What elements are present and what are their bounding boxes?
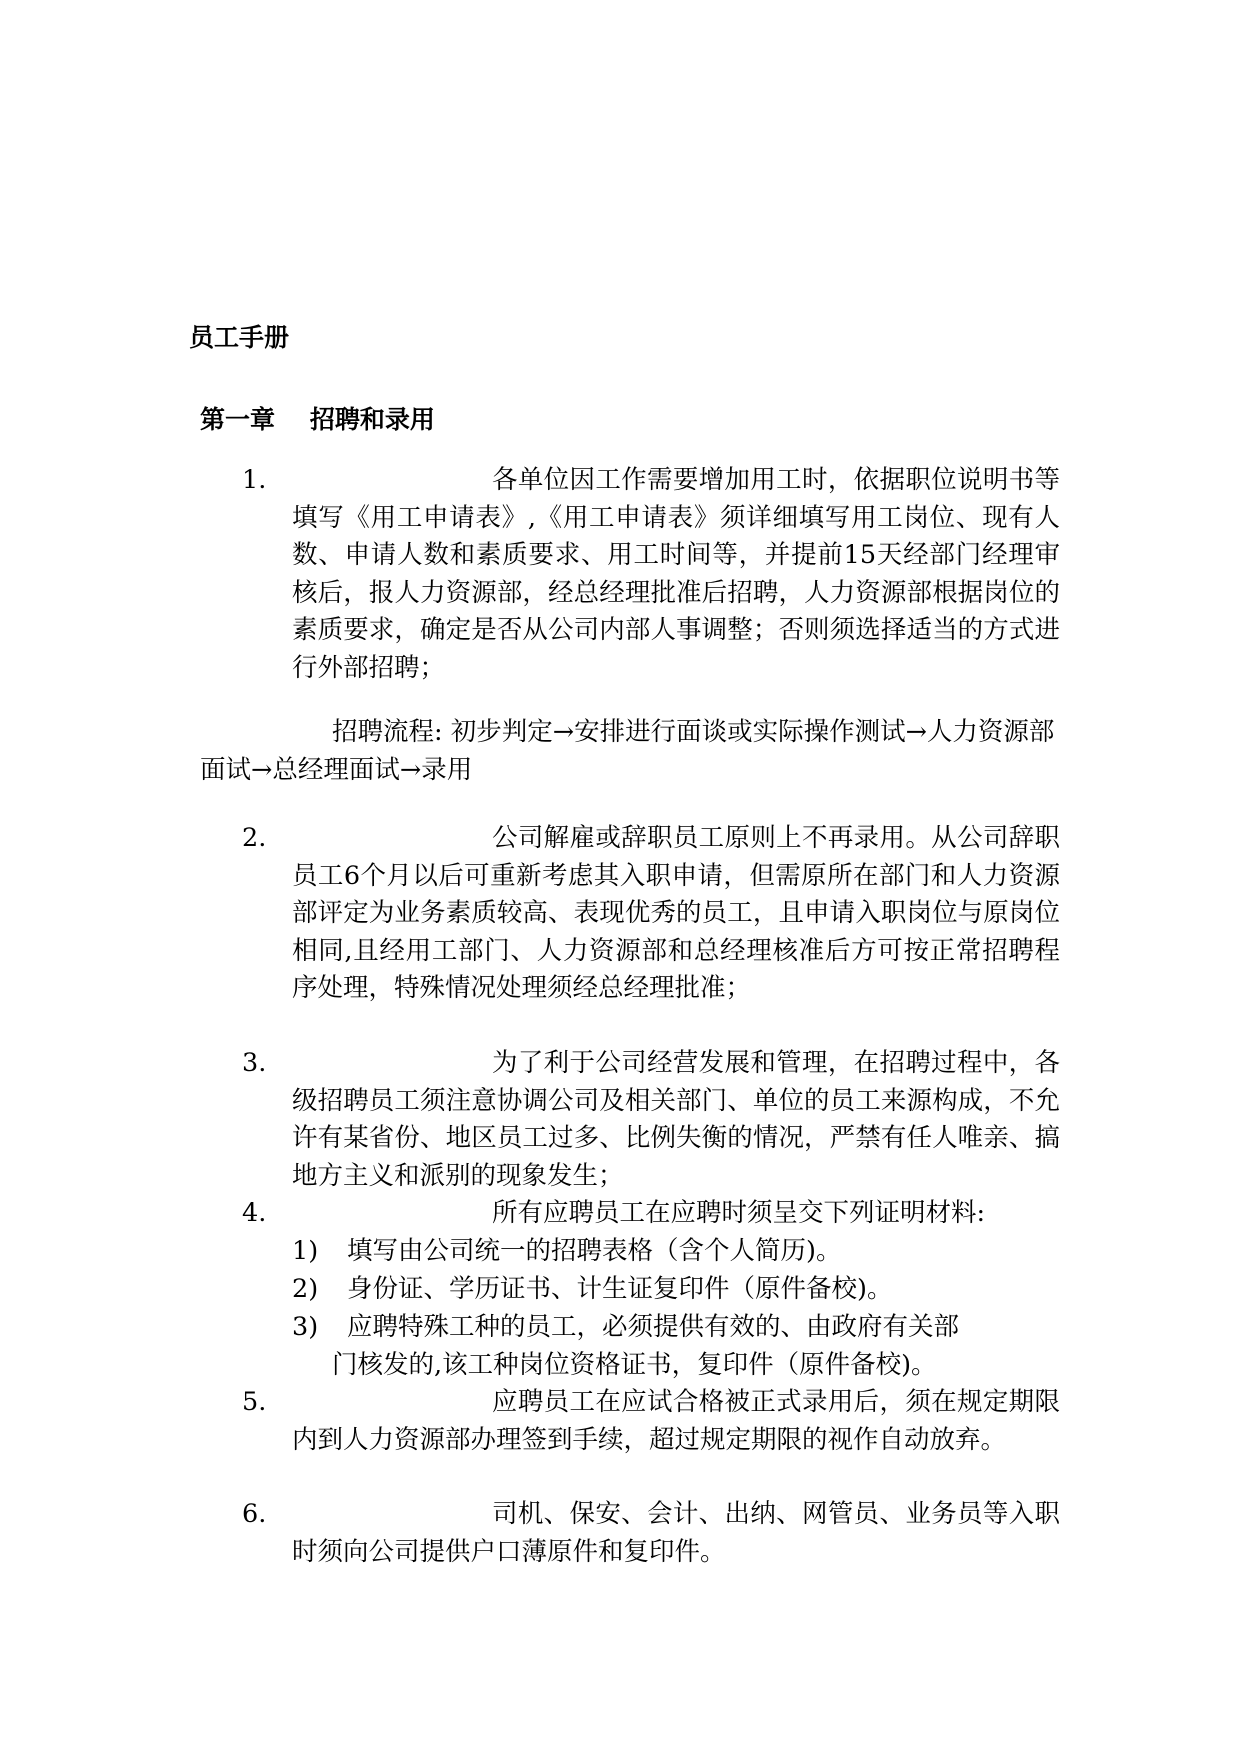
sub-item-continuation: 门核发的,该工种岗位资格证书，复印件（原件备校)。 xyxy=(332,1349,937,1380)
list-item xyxy=(200,1496,1060,1571)
item-number: 6. xyxy=(242,1499,267,1529)
sub-list-item xyxy=(292,1271,1062,1309)
sub-item-text: 身份证、学历证书、计生证复印件（原件备校)。 xyxy=(347,1274,893,1304)
sub-list-item xyxy=(292,1233,1062,1271)
item-text: 所有应聘员工在应聘时须呈交下列证明材料: xyxy=(492,1198,986,1228)
item-text: 公司解雇或辞职员工原则上不再录用。从公司辞职员工6个月以后可重新考虑其入职申请，但需原所在部门和人力资源部评定为业务素质较高、表现优秀的员工，且申请入职岗位与原岗位相同,且经用工部门、人力资源部和总经理核准后方可按正常招聘程序处理，特殊情况处理须经总经理批准； xyxy=(292,823,1060,1003)
item-number: 1. xyxy=(242,465,267,495)
item-number: 2. xyxy=(242,823,267,853)
list-item xyxy=(200,1045,1060,1195)
list-item xyxy=(200,820,1060,1008)
item-text: 为了利于公司经营发展和管理，在招聘过程中，各级招聘员工须注意协调公司及相关部门、单位的员工来源构成，不允许有某省份、地区员工过多、比例失衡的情况，严禁有任人唯亲、搞地方主义和派别的现象发生； xyxy=(292,1048,1060,1191)
list-item xyxy=(200,1195,1060,1233)
sub-item-number: 1) xyxy=(292,1236,319,1266)
sub-item-text: 应聘特殊工种的员工，必须提供有效的、由政府有关部 xyxy=(347,1312,960,1342)
list-item xyxy=(200,1384,1060,1459)
item-number: 3. xyxy=(242,1048,267,1078)
sub-item-number: 2) xyxy=(292,1274,319,1304)
sub-item-text: 填写由公司统一的招聘表格（含个人简历)。 xyxy=(347,1236,842,1266)
item-number: 5. xyxy=(242,1387,267,1417)
item-text: 应聘员工在应试合格被正式录用后，须在规定期限内到人力资源部办理签到手续，超过规定期限的视作自动放弃。 xyxy=(292,1387,1060,1455)
chapter-heading: 第一章 招聘和录用 xyxy=(200,405,435,434)
item-number: 4. xyxy=(242,1198,267,1228)
item-text: 各单位因工作需要增加用工时，依据职位说明书等填写《用工申请表》,《用工申请表》须详细填写用工岗位、现有人数、申请人数和素质要求、用工时间等，并提前15天经部门经理审核后，报人力资源部，经总经理批准后招聘，人力资源部根据岗位的素质要求，确定是否从公司内部人事调整；否则须选择适当的方式进行外部招聘； xyxy=(292,465,1060,683)
document-title: 员工手册 xyxy=(189,323,290,352)
item-text: 司机、保安、会计、出纳、网管员、业务员等入职时须向公司提供户口薄原件和复印件。 xyxy=(292,1499,1060,1567)
list-item xyxy=(200,462,1060,687)
sub-list-item xyxy=(292,1309,1062,1384)
recruitment-flow: 招聘流程: 初步判定→安排进行面谈或实际操作测试→人力资源部面试→总经理面试→录用 xyxy=(200,717,1055,785)
sub-item-number: 3) xyxy=(292,1312,319,1342)
